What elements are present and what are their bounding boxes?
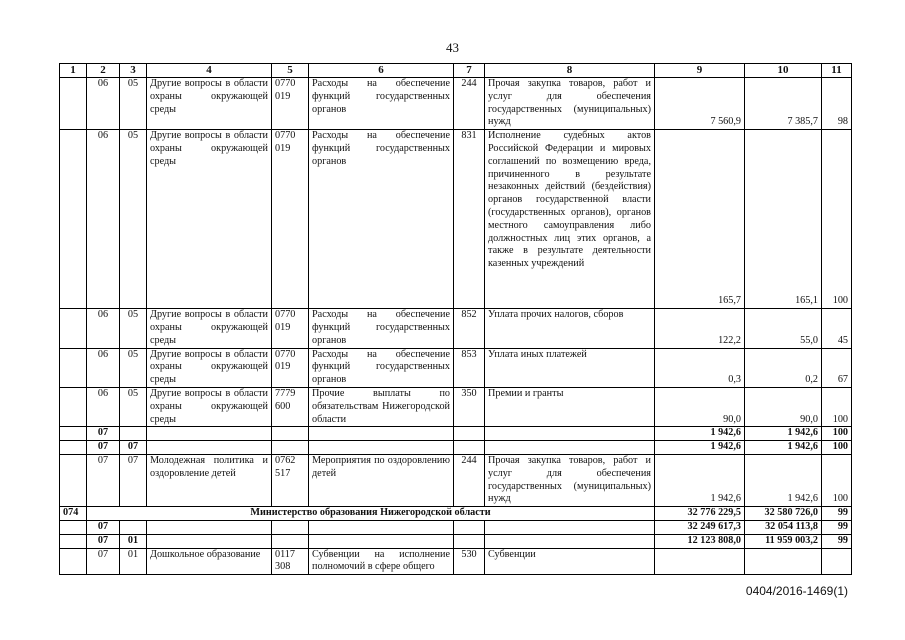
cell-percent: 100 [822, 387, 852, 426]
cell-plan: 7 560,9 [655, 78, 745, 130]
cell-expense-type: 853 [454, 348, 485, 387]
cell-subsection: 05 [120, 130, 147, 309]
cell-expense-type [454, 441, 485, 455]
cell-actual: 1 942,6 [745, 454, 822, 506]
cell-expense-name: Прочая закупка товаров, работ и услуг для обеспечения государственных (муниципальных) нужд [485, 454, 655, 506]
cell-plan: 122,2 [655, 309, 745, 348]
cell-expense-type [454, 534, 485, 548]
cell-section: 06 [87, 309, 120, 348]
table-row [60, 348, 852, 387]
cell-expense-name [485, 427, 655, 441]
cell-section: 07 [87, 427, 120, 441]
cell-actual: 1 942,6 [745, 427, 822, 441]
cell-percent: 100 [822, 441, 852, 455]
cell-expense-type: 831 [454, 130, 485, 309]
cell-agency [60, 441, 87, 455]
cell-percent: 45 [822, 309, 852, 348]
cell-expense-type: 244 [454, 78, 485, 130]
cell-plan: 32 249 617,3 [655, 520, 745, 534]
cell-percent [822, 548, 852, 575]
cell-target-code: 0770 019 [272, 130, 309, 309]
cell-actual [745, 548, 822, 575]
cell-section: 07 [87, 454, 120, 506]
cell-target-code: 0770 019 [272, 348, 309, 387]
cell-percent: 100 [822, 130, 852, 309]
cell-target-code [272, 427, 309, 441]
cell-subsection: 01 [120, 534, 147, 548]
cell-target-name: Расходы на обеспечение функций государственных органов [309, 78, 454, 130]
cell-expense-type: 244 [454, 454, 485, 506]
cell-target-name: Расходы на обеспечение функций государственных органов [309, 348, 454, 387]
cell-target-name [309, 427, 454, 441]
cell-subsection [120, 427, 147, 441]
cell-agency [60, 130, 87, 309]
cell-target-name: Расходы на обеспечение функций государственных органов [309, 130, 454, 309]
cell-percent: 99 [822, 520, 852, 534]
cell-plan: 0,3 [655, 348, 745, 387]
cell-target-code [272, 441, 309, 455]
cell-expense-type: 350 [454, 387, 485, 426]
cell-agency [60, 427, 87, 441]
cell-agency [60, 309, 87, 348]
cell-section: 06 [87, 130, 120, 309]
cell-plan: 1 942,6 [655, 441, 745, 455]
cell-expense-type: 852 [454, 309, 485, 348]
cell-expense-type [454, 520, 485, 534]
cell-target-code: 7779 600 [272, 387, 309, 426]
cell-actual: 32 580 726,0 [745, 507, 822, 521]
cell-subsection: 05 [120, 309, 147, 348]
cell-expense-type [454, 427, 485, 441]
cell-percent: 98 [822, 78, 852, 130]
cell-target-name [309, 520, 454, 534]
cell-actual: 55,0 [745, 309, 822, 348]
cell-target-name [309, 441, 454, 455]
cell-plan: 165,7 [655, 130, 745, 309]
cell-percent: 99 [822, 507, 852, 521]
cell-section: 07 [87, 548, 120, 575]
cell-subsection-name: Другие вопросы в области охраны окружающей среды [147, 309, 272, 348]
cell-expense-name: Уплата иных платежей [485, 348, 655, 387]
cell-expense-name: Премии и гранты [485, 387, 655, 426]
cell-plan [655, 548, 745, 575]
cell-percent: 99 [822, 534, 852, 548]
cell-subsection-name [147, 427, 272, 441]
cell-expense-name: Субвенции [485, 548, 655, 575]
cell-expense-name [485, 441, 655, 455]
column-header: 8 [485, 64, 655, 78]
cell-target-name: Прочие выплаты по обязательствам Нижегородской области [309, 387, 454, 426]
document-code: 0404/2016-1469(1) [745, 584, 848, 598]
cell-target-name: Субвенции на исполнение полномочий в сфере общего [309, 548, 454, 575]
cell-agency [60, 348, 87, 387]
cell-actual: 11 959 003,2 [745, 534, 822, 548]
column-header: 2 [87, 64, 120, 78]
cell-plan: 1 942,6 [655, 454, 745, 506]
cell-plan: 12 123 808,0 [655, 534, 745, 548]
cell-percent: 100 [822, 454, 852, 506]
cell-section: 07 [87, 520, 120, 534]
cell-agency [60, 387, 87, 426]
cell-subsection [120, 520, 147, 534]
table-row [60, 520, 852, 534]
cell-target-name [309, 534, 454, 548]
cell-actual: 90,0 [745, 387, 822, 426]
cell-target-code [272, 520, 309, 534]
table-row [60, 548, 852, 575]
cell-expense-name: Исполнение судебных актов Российской Федерации и мировых соглашений по возмещению вреда, причиненного в результате незаконных действий (бездействия) органов государственной власти (государственных органов), органов местного самоуправления либо должностных лиц этих органов, а также в результате деятельности казенных учреждений [485, 130, 655, 309]
cell-target-code: 0770 019 [272, 78, 309, 130]
table-row [60, 130, 852, 309]
cell-subsection: 05 [120, 387, 147, 426]
cell-expense-name [485, 534, 655, 548]
cell-target-name: Расходы на обеспечение функций государственных органов [309, 309, 454, 348]
cell-target-code: 0762 517 [272, 454, 309, 506]
cell-subsection-name [147, 441, 272, 455]
column-header: 9 [655, 64, 745, 78]
cell-expense-name: Прочая закупка товаров, работ и услуг для обеспечения государственных (муниципальных) нужд [485, 78, 655, 130]
column-header: 4 [147, 64, 272, 78]
cell-subsection-name: Молодежная политика и оздоровление детей [147, 454, 272, 506]
cell-target-code [272, 534, 309, 548]
cell-actual: 0,2 [745, 348, 822, 387]
budget-table [59, 63, 852, 575]
cell-subsection: 05 [120, 78, 147, 130]
cell-actual: 1 942,6 [745, 441, 822, 455]
column-header: 3 [120, 64, 147, 78]
cell-target-name: Мероприятия по оздоровлению детей [309, 454, 454, 506]
cell-section: 07 [87, 534, 120, 548]
cell-agency [60, 78, 87, 130]
cell-agency [60, 534, 87, 548]
column-header: 1 [60, 64, 87, 78]
cell-percent: 100 [822, 427, 852, 441]
column-header: 5 [272, 64, 309, 78]
cell-subsection-name: Другие вопросы в области охраны окружающей среды [147, 130, 272, 309]
table-row [60, 441, 852, 455]
cell-subsection: 07 [120, 441, 147, 455]
cell-section: 06 [87, 387, 120, 426]
cell-percent: 67 [822, 348, 852, 387]
cell-subsection-name: Дошкольное образование [147, 548, 272, 575]
header-row [60, 64, 852, 78]
column-header: 10 [745, 64, 822, 78]
cell-actual: 7 385,7 [745, 78, 822, 130]
cell-actual: 165,1 [745, 130, 822, 309]
cell-subsection: 05 [120, 348, 147, 387]
cell-section: 07 [87, 441, 120, 455]
table-row [60, 427, 852, 441]
cell-agency [60, 520, 87, 534]
page-number: 43 [446, 40, 459, 55]
table-row [60, 78, 852, 130]
cell-subsection-name [147, 534, 272, 548]
cell-subsection: 01 [120, 548, 147, 575]
cell-actual: 32 054 113,8 [745, 520, 822, 534]
cell-subsection-name: Другие вопросы в области охраны окружающей среды [147, 348, 272, 387]
table-row [60, 387, 852, 426]
cell-subsection: 07 [120, 454, 147, 506]
cell-target-code: 0770 019 [272, 309, 309, 348]
cell-plan: 90,0 [655, 387, 745, 426]
cell-agency: 074 [60, 507, 87, 521]
cell-section: 06 [87, 78, 120, 130]
table-row [60, 534, 852, 548]
cell-expense-type: 530 [454, 548, 485, 575]
cell-expense-name [485, 520, 655, 534]
cell-section: 06 [87, 348, 120, 387]
ministry-row [60, 507, 852, 521]
cell-expense-name: Уплата прочих налогов, сборов [485, 309, 655, 348]
cell-agency [60, 454, 87, 506]
cell-subsection-name [147, 520, 272, 534]
column-header: 6 [309, 64, 454, 78]
cell-subsection-name: Другие вопросы в области охраны окружающей среды [147, 78, 272, 130]
column-header: 11 [822, 64, 852, 78]
table-row [60, 309, 852, 348]
table-row [60, 454, 852, 506]
cell-plan: 32 776 229,5 [655, 507, 745, 521]
cell-agency [60, 548, 87, 575]
cell-target-code: 0117 308 [272, 548, 309, 575]
column-header: 7 [454, 64, 485, 78]
cell-plan: 1 942,6 [655, 427, 745, 441]
ministry-title: Министерство образования Нижегородской области [87, 507, 655, 521]
cell-subsection-name: Другие вопросы в области охраны окружающей среды [147, 387, 272, 426]
